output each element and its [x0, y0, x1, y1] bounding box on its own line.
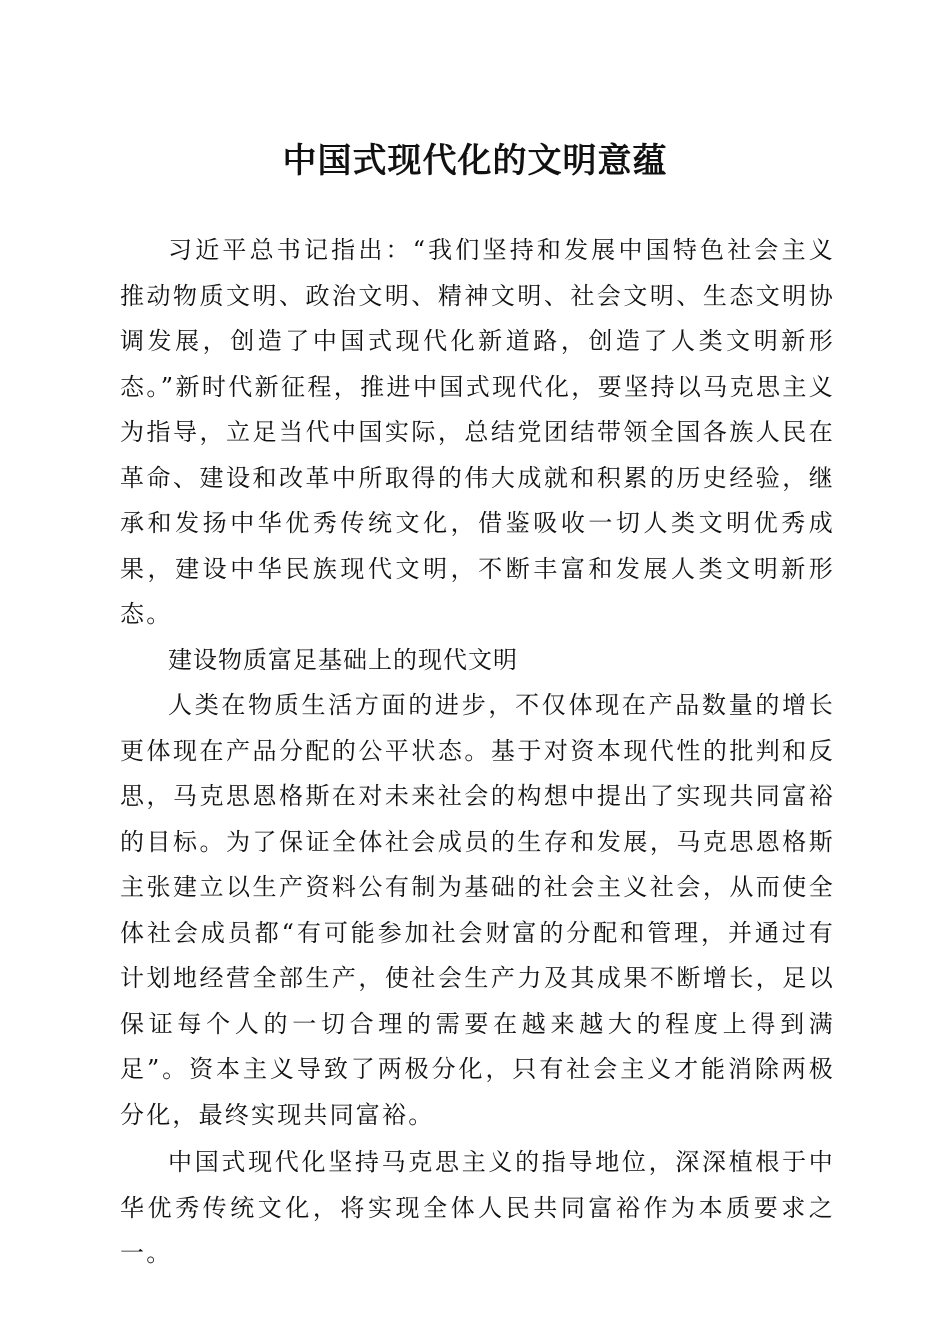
- body-paragraph: 中国式现代化坚持马克思主义的指导地位，深深植根于中华优秀传统文化，将实现全体人民共同富裕作为本质要求之一。: [120, 1148, 835, 1267]
- body-paragraph: 人类在物质生活方面的进步，不仅体现在产品数量的增长更体现在产品分配的公平状态。基于对资本现代性的批判和反思，马克思恩格斯在对未来社会的构想中提出了实现共同富裕的目标。为了保证全体社会成员的生存和发展，马克思恩格斯主张建立以生产资料公有制为基础的社会主义社会，从而使全体社会成员都“有可能参加社会财富的分配和管理，并通过有计划地经营全部生产，使社会生产力及其成果不断增长，足以保证每个人的一切合理的需要在越来越大的程度上得到满足”。资本主义导致了两极分化，只有社会主义才能消除两极分化，最终实现共同富裕。: [120, 691, 835, 1129]
- section-heading: 建设物质富足基础上的现代文明: [168, 645, 518, 674]
- document-body: [120, 228, 835, 1277]
- intro-paragraph: 习近平总书记指出：“我们坚持和发展中国特色社会主义推动物质文明、政治文明、精神文明、社会文明、生态文明协调发展，创造了中国式现代化新道路，创造了人类文明新形态。”新时代新征程，推进中国式现代化，要坚持以马克思主义为指导，立足当代中国实际，总结党团结带领全国各族人民在革命、建设和改革中所取得的伟大成就和积累的历史经验，继承和发扬中华优秀传统文化，借鉴吸收一切人类文明优秀成果，建设中华民族现代文明，不断丰富和发展人类文明新形态。: [120, 236, 835, 628]
- page-title: 中国式现代化的文明意蕴: [282, 141, 668, 181]
